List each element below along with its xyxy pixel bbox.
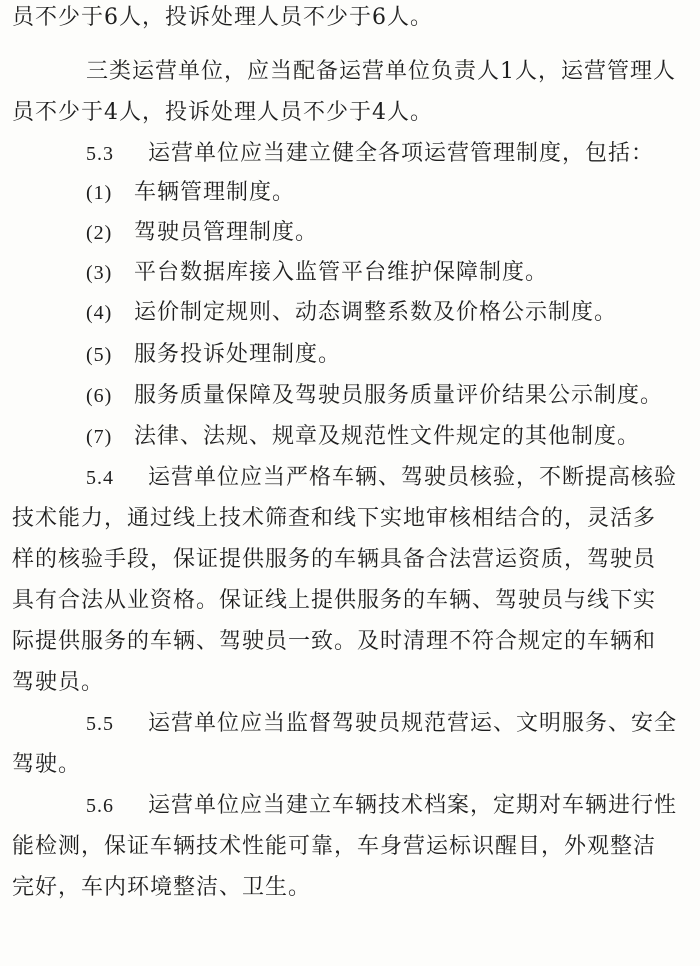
- line-text: 能检测，保证车辆技术性能可靠，车身营运标识醒目，外观整洁: [12, 834, 657, 859]
- section-heading: [86, 463, 677, 493]
- list-item: [86, 381, 663, 411]
- list-text: 服务投诉处理制度。: [134, 342, 342, 367]
- line-text: 完好，车内环境整洁、卫生。: [12, 875, 312, 900]
- text-line: [12, 98, 433, 128]
- section-heading: [86, 139, 654, 169]
- line-text: 运营单位应当建立健全各项运营管理制度，包括：: [148, 141, 655, 166]
- list-number: (3): [86, 262, 113, 284]
- list-number: (6): [86, 385, 113, 407]
- list-item: [86, 218, 318, 248]
- section-number: 5.6: [86, 795, 114, 817]
- section-number: 5.5: [86, 713, 114, 735]
- list-item: [86, 422, 640, 452]
- text-line: [12, 3, 433, 33]
- list-text: 运价制定规则、动态调整系数及价格公示制度。: [134, 300, 618, 325]
- line-text: 员不少于4人，投诉处理人员不少于4人。: [12, 100, 433, 125]
- text-line: [12, 832, 656, 862]
- list-number: (7): [86, 426, 113, 448]
- list-number: (5): [86, 344, 113, 366]
- list-item: [86, 298, 617, 328]
- text-line: [12, 545, 656, 575]
- list-text: 服务质量保障及驾驶员服务质量评价结果公示制度。: [134, 383, 664, 408]
- line-text: 具有合法从业资格。保证线上提供服务的车辆、驾驶员与线下实: [12, 588, 657, 613]
- line-text: 际提供服务的车辆、驾驶员一致。及时清理不符合规定的车辆和: [12, 629, 657, 654]
- line-text: 驾驶员。: [12, 670, 105, 695]
- text-line: [86, 57, 676, 87]
- section-number: 5.4: [86, 467, 114, 489]
- list-item: [86, 178, 295, 208]
- line-text: 驾驶。: [12, 752, 82, 777]
- list-number: (1): [86, 182, 113, 204]
- list-text: 平台数据库接入监管平台维护保障制度。: [134, 260, 549, 285]
- text-line: [12, 873, 311, 903]
- list-text: 驾驶员管理制度。: [134, 220, 319, 245]
- line-text: 员不少于6人，投诉处理人员不少于6人。: [12, 5, 433, 30]
- list-number: (4): [86, 302, 113, 324]
- list-text: 车辆管理制度。: [134, 180, 296, 205]
- list-number: (2): [86, 222, 113, 244]
- text-line: [12, 668, 104, 698]
- list-item: [86, 258, 548, 288]
- line-text: 三类运营单位，应当配备运营单位负责人1人，运营管理人: [86, 59, 676, 84]
- line-text: 样的核验手段，保证提供服务的车辆具备合法营运资质，驾驶员: [12, 547, 657, 572]
- line-text: 运营单位应当建立车辆技术档案，定期对车辆进行性: [148, 793, 678, 818]
- section-heading: [86, 709, 677, 739]
- text-line: [12, 627, 656, 657]
- line-text: 运营单位应当严格车辆、驾驶员核验，不断提高核验: [148, 465, 678, 490]
- line-text: 运营单位应当监督驾驶员规范营运、文明服务、安全: [148, 711, 678, 736]
- list-item: [86, 340, 341, 370]
- line-text: 技术能力，通过线上技术筛查和线下实地审核相结合的，灵活多: [12, 506, 657, 531]
- text-line: [12, 586, 656, 616]
- text-line: [12, 504, 656, 534]
- section-number: 5.3: [86, 143, 114, 165]
- text-line: [12, 750, 81, 780]
- section-heading: [86, 791, 677, 821]
- list-text: 法律、法规、规章及规范性文件规定的其他制度。: [134, 424, 641, 449]
